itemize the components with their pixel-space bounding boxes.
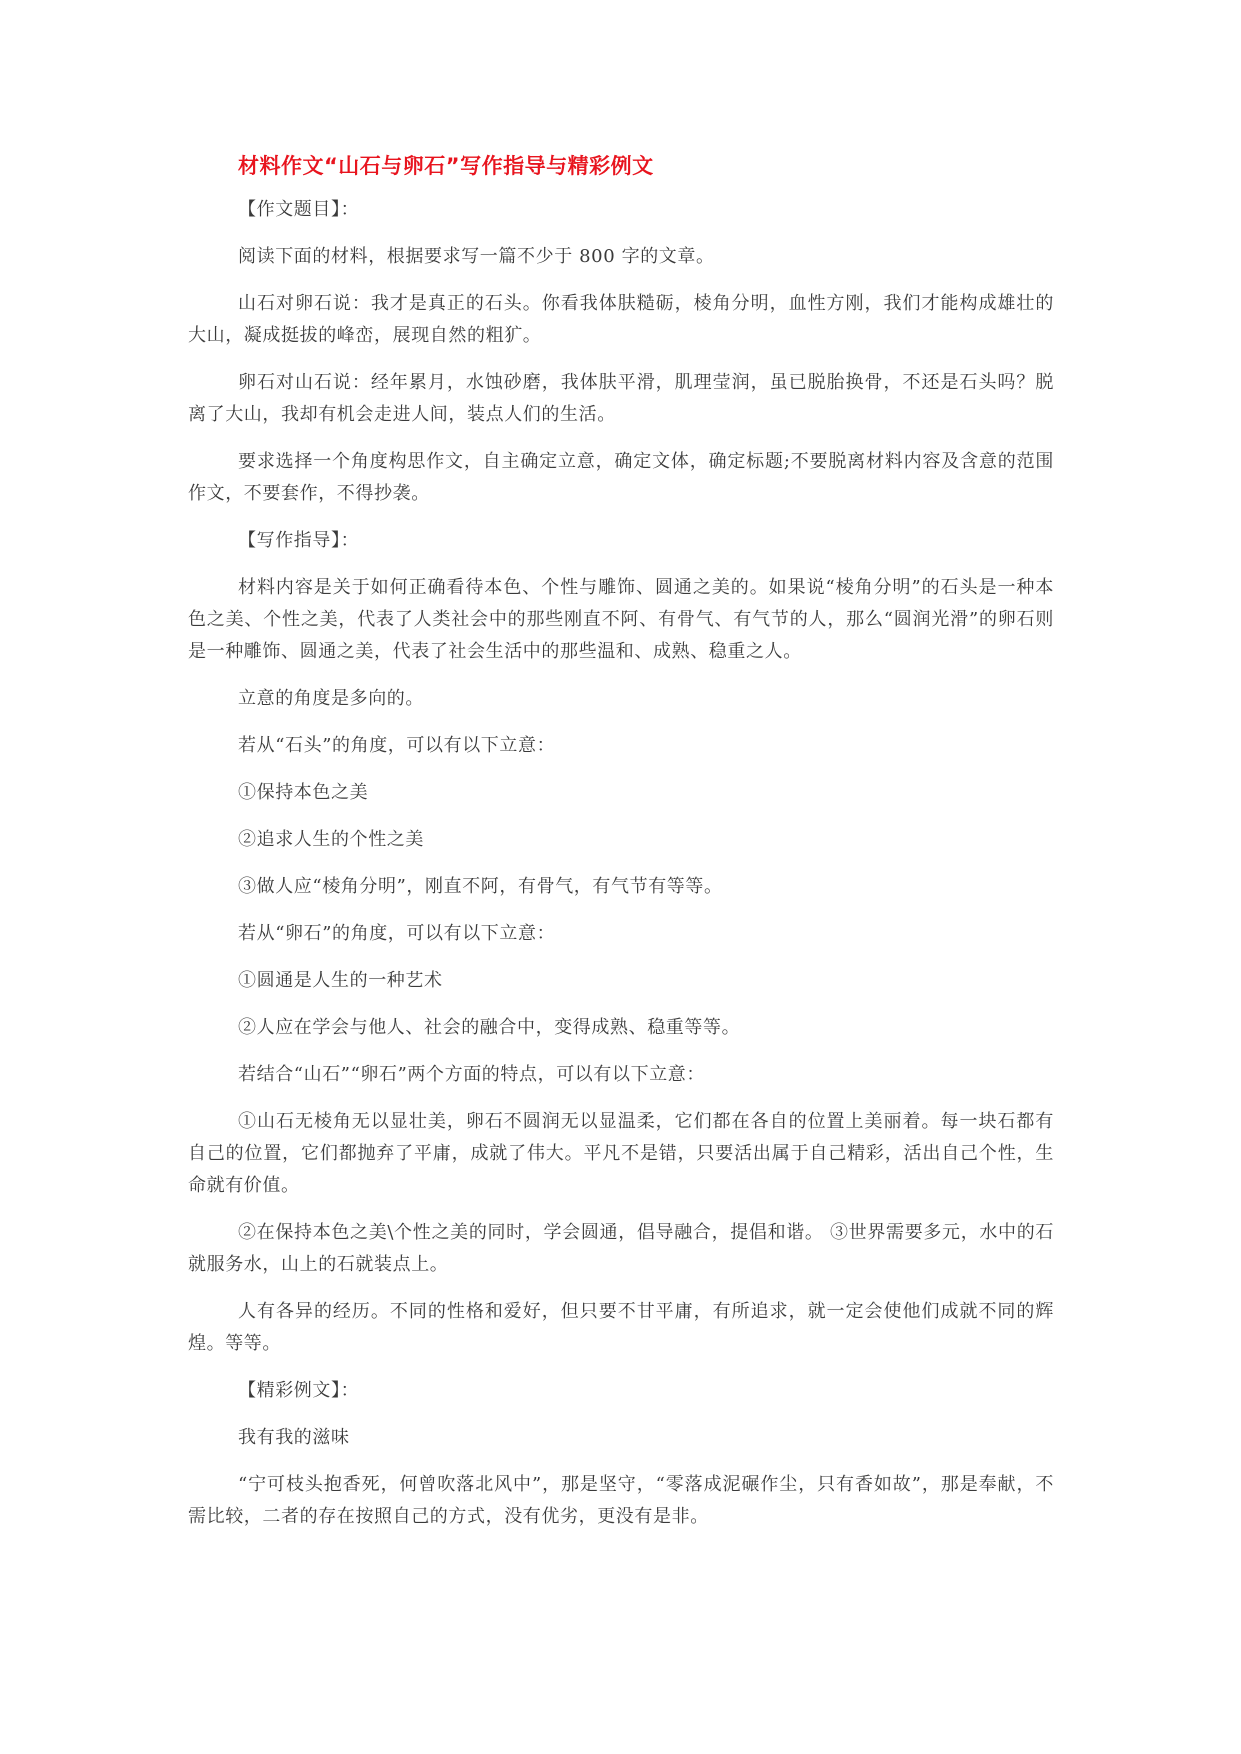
paragraph: 要求选择一个角度构思作文，自主确定立意，确定文体，确定标题;不要脱离材料内容及含意的范围作文，不要套作，不得抄袭。 xyxy=(188,451,1054,504)
section-heading-topic: 【作文题目】： xyxy=(238,199,360,220)
section-heading-example: 【精彩例文】： xyxy=(238,1380,360,1401)
list-item: ①保持本色之美 xyxy=(238,782,369,803)
list-item: ①圆通是人生的一种艺术 xyxy=(238,970,443,991)
paragraph: 立意的角度是多向的。 xyxy=(238,688,424,709)
list-item: ②追求人生的个性之美 xyxy=(238,829,424,850)
paragraph: 材料内容是关于如何正确看待本色、个性与雕饰、圆通之美的。如果说“棱角分明”的石头是一种本色之美、个性之美，代表了人类社会中的那些刚直不阿、有骨气、有气节的人，那么“圆润光滑”的卵石则是一种雕饰、圆通之美，代表了社会生活中的那些温和、成熟、稳重之人。 xyxy=(188,577,1054,662)
paragraph: “宁可枝头抱香死，何曾吹落北风中”，那是坚守，“零落成泥碾作尘，只有香如故”，那是奉献，不需比较，二者的存在按照自己的方式，没有优劣，更没有是非。 xyxy=(188,1474,1054,1527)
list-item: ②在保持本色之美\个性之美的同时，学会圆通，倡导融合，提倡和谐。 ③世界需要多元，水中的石就服务水，山上的石就装点上。 xyxy=(188,1222,1054,1275)
document-page xyxy=(188,152,1054,1533)
list-item: ②人应在学会与他人、社会的融合中，变得成熟、稳重等等。 xyxy=(238,1017,741,1038)
list-item: ③做人应“棱角分明”，刚直不阿，有骨气，有气节有等等。 xyxy=(238,876,723,897)
paragraph: 人有各异的经历。不同的性格和爱好，但只要不甘平庸，有所追求，就一定会使他们成就不同的辉煌。等等。 xyxy=(188,1301,1054,1354)
example-title: 我有我的滋味 xyxy=(238,1427,350,1448)
document-title: 材料作文“山石与卵石”写作指导与精彩例文 xyxy=(238,154,654,178)
paragraph: 若结合“山石”“卵石”两个方面的特点，可以有以下立意： xyxy=(238,1064,706,1085)
paragraph: 卵石对山石说：经年累月，水蚀砂磨，我体肤平滑，肌理莹润，虽已脱胎换骨，不还是石头吗？脱离了大山，我却有机会走进人间，装点人们的生活。 xyxy=(188,372,1054,425)
paragraph: 若从“卵石”的角度，可以有以下立意： xyxy=(238,923,556,944)
paragraph: 若从“石头”的角度，可以有以下立意： xyxy=(238,735,556,756)
paragraph: 山石对卵石说：我才是真正的石头。你看我体肤糙砺，棱角分明，血性方刚，我们才能构成雄壮的大山，凝成挺拔的峰峦，展现自然的粗犷。 xyxy=(188,293,1054,346)
section-heading-guidance: 【写作指导】： xyxy=(238,530,360,551)
paragraph: 阅读下面的材料，根据要求写一篇不少于 800 字的文章。 xyxy=(238,246,715,267)
list-item: ①山石无棱角无以显壮美，卵石不圆润无以显温柔，它们都在各自的位置上美丽着。每一块石都有自己的位置，它们都抛弃了平庸，成就了伟大。平凡不是错，只要活出属于自己精彩，活出自己个性，生命就有价值。 xyxy=(188,1111,1054,1196)
